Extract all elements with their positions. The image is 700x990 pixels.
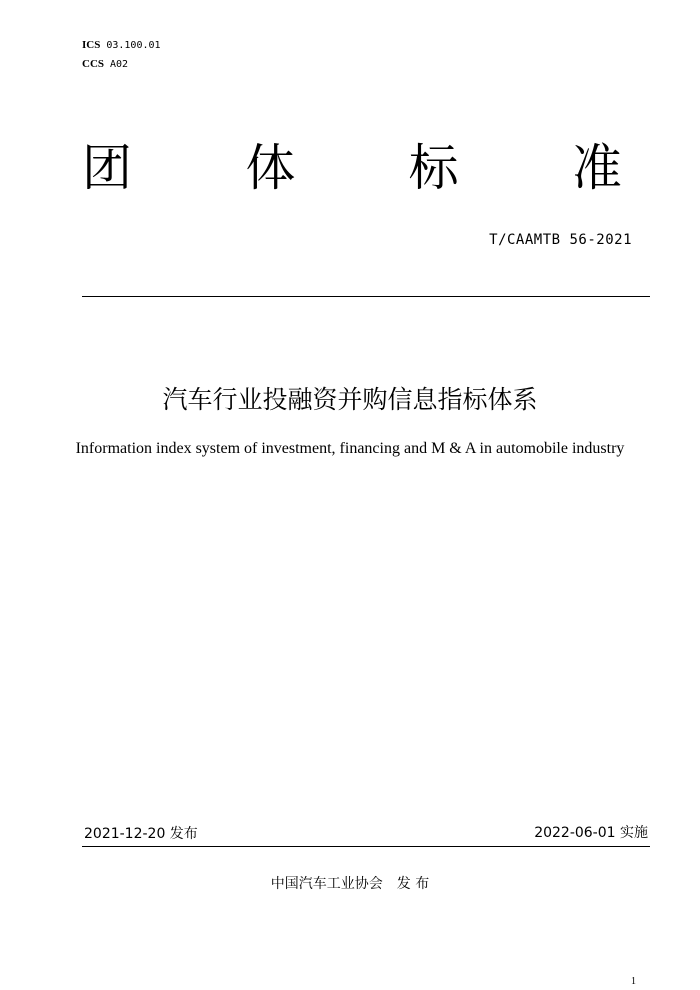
publisher-action: 发 布 xyxy=(396,876,430,892)
document-title-zh: 汽车行业投融资并购信息指标体系 xyxy=(162,385,538,414)
bottom-divider xyxy=(82,846,650,847)
publisher-name: 中国汽车工业协会 xyxy=(270,876,383,892)
category-title xyxy=(82,138,622,198)
ccs-label: CCS xyxy=(82,58,105,70)
category-char-1: 团 xyxy=(82,139,132,197)
category-char-3: 标 xyxy=(408,139,459,197)
standard-number: T/CAAMTB 56-2021 xyxy=(489,232,632,248)
ics-label: ICS xyxy=(82,39,101,51)
page-number: 1 xyxy=(631,976,636,987)
ics-value: 03.100.01 xyxy=(106,40,161,51)
ccs-value: A02 xyxy=(110,59,129,70)
top-divider xyxy=(82,296,650,297)
ics-line xyxy=(82,36,161,55)
publish-date: 2021-12-20 发布 xyxy=(84,826,198,842)
document-title-en: Information index system of investment, financing and M & A in automobile industry xyxy=(75,440,625,457)
ccs-line xyxy=(82,55,161,74)
implement-date: 2022-06-01 实施 xyxy=(534,825,648,841)
category-char-4: 准 xyxy=(571,139,622,197)
publisher xyxy=(0,873,700,893)
classification-codes xyxy=(82,36,161,74)
category-char-2: 体 xyxy=(245,139,296,197)
